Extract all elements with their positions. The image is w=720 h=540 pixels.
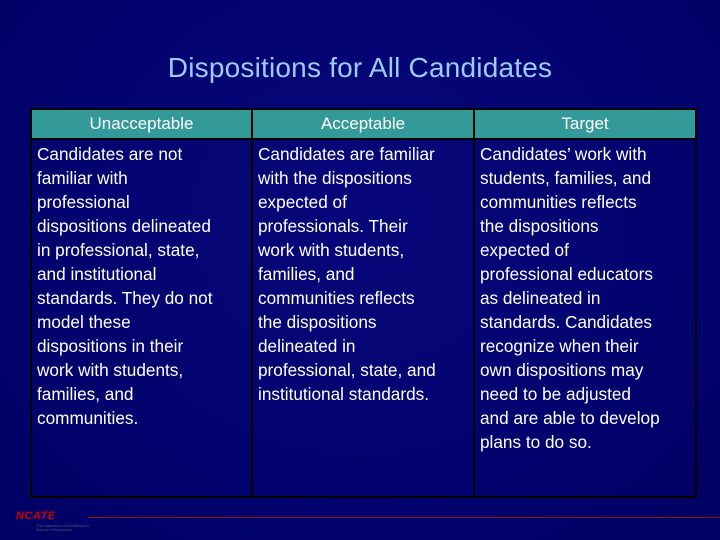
header-target: Target — [475, 110, 697, 140]
slide-title: Dispositions for All Candidates — [167, 52, 553, 83]
cell-unacceptable: Candidates are not familiar with professional dispositions delineated in professional, state, and institutional standards. They do not model these dispositions in their work with students, families, and communities. — [32, 140, 253, 496]
logo-wordmark: NCATE — [16, 510, 56, 522]
header-unacceptable: Unacceptable — [32, 110, 253, 140]
footer-divider — [88, 517, 720, 518]
logo-tagline: The Standard of Excellence in Teacher Preparation — [36, 523, 90, 532]
header-acceptable: Acceptable — [253, 110, 475, 140]
rubric-table — [30, 108, 697, 498]
cell-acceptable: Candidates are familiar with the dispositions expected of professionals. Their work with students, families, and communities reflects the dispositions delineated in professional, state, and institutional standards. — [253, 140, 475, 496]
ncate-logo — [14, 506, 94, 536]
cell-target: Candidates’ work with students, families, and communities reflects the dispositions expected of professional educators as delineated in standards. Candidates recognize when their own dispositions may need to be adjusted and are able to develop plans to do so. — [480, 144, 660, 452]
